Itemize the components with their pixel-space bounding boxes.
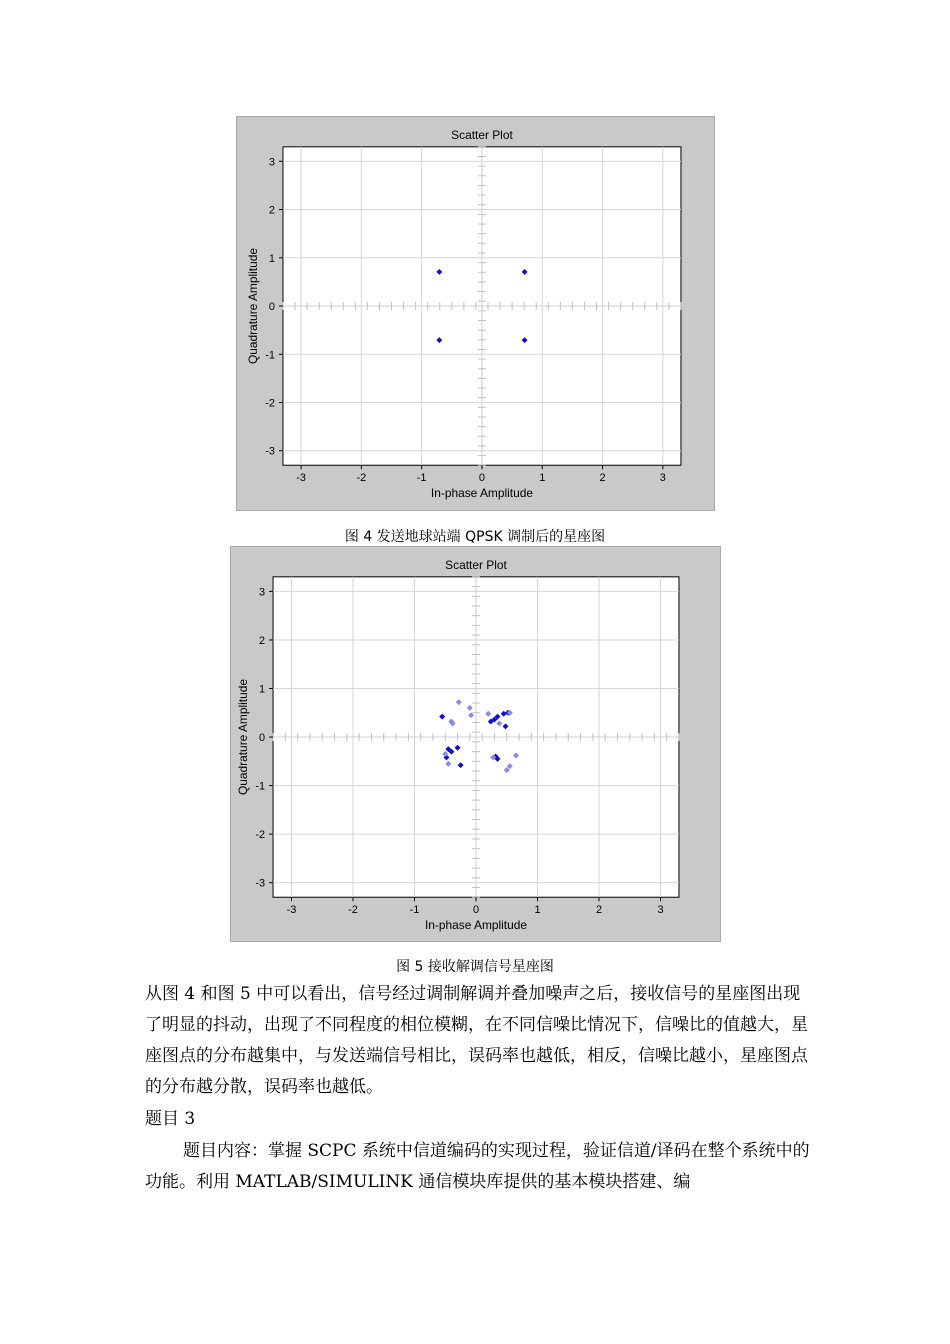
y-tick-label: 0 (268, 301, 276, 314)
x-tick-label: 2 (595, 904, 603, 917)
x-tick-label: 1 (534, 904, 541, 917)
y-tick-label: -1 (255, 780, 266, 793)
section-heading-3: 题目 3 (145, 1109, 196, 1129)
y-tick-label: -2 (255, 829, 266, 842)
figure-5-caption: 图 5 接收解调信号星座图 (396, 959, 554, 975)
x-tick-label: 3 (659, 472, 666, 485)
paragraph-analysis: 从图 4 和图 5 中可以看出，信号经过调制解调并叠加噪声之后，接收信号的星座图出现了明显的抖动，出现了不同程度的相位模糊，在不同信噪比情况下，信噪比的值越大，星座图点的分布越集中，与发送端信号相比，误码率也越低，相反，信噪比越小，星座图点的分布越分散，误码率也越低。 (145, 984, 808, 1097)
x-tick-label: -2 (348, 904, 358, 917)
y-axis-label: Quadrature Amplitude (236, 679, 251, 796)
figure-5-scatter-plot (230, 546, 721, 942)
x-tick-label: -3 (296, 472, 306, 485)
y-tick-label: -3 (265, 445, 276, 458)
y-tick-label: -3 (255, 877, 266, 890)
figure-4-scatter-plot (236, 116, 715, 511)
y-tick-label: 3 (258, 586, 266, 599)
x-tick-label: -2 (356, 472, 367, 485)
y-tick-label: 2 (258, 634, 266, 647)
y-tick-label: 3 (268, 156, 276, 169)
scatter-plot-4-svg (237, 117, 714, 510)
x-axis-label: In-phase Amplitude (430, 486, 534, 501)
y-tick-label: -1 (265, 349, 276, 362)
y-tick-label: 1 (268, 252, 276, 265)
y-tick-label: 1 (258, 683, 266, 696)
chart-title: Scatter Plot (451, 127, 513, 142)
x-tick-label: 3 (657, 904, 664, 917)
y-tick-label: 2 (268, 204, 276, 217)
y-tick-label: -2 (265, 397, 276, 410)
scatter-plot-5-svg (231, 547, 720, 941)
x-tick-label: 2 (599, 472, 606, 485)
x-tick-label: -1 (416, 472, 427, 485)
chart-title: Scatter Plot (445, 557, 507, 572)
y-axis-label: Quadrature Amplitude (246, 248, 261, 365)
x-axis-label: In-phase Amplitude (424, 918, 528, 933)
paragraph-task-content: 题目内容：掌握 SCPC 系统中信道编码的实现过程，验证信道/译码在整个系统中的功能。利用 MATLAB/SIMULINK 通信模块库提供的基本模块搭建、编 (145, 1141, 810, 1192)
x-tick-label: 0 (478, 472, 486, 485)
x-tick-label: -1 (409, 904, 420, 917)
x-tick-label: 0 (472, 904, 480, 917)
y-tick-label: 0 (258, 732, 266, 745)
figure-4-caption: 图 4 发送地球站端 QPSK 调制后的星座图 (344, 529, 606, 545)
x-tick-label: 1 (539, 472, 546, 485)
x-tick-label: -3 (286, 904, 297, 917)
